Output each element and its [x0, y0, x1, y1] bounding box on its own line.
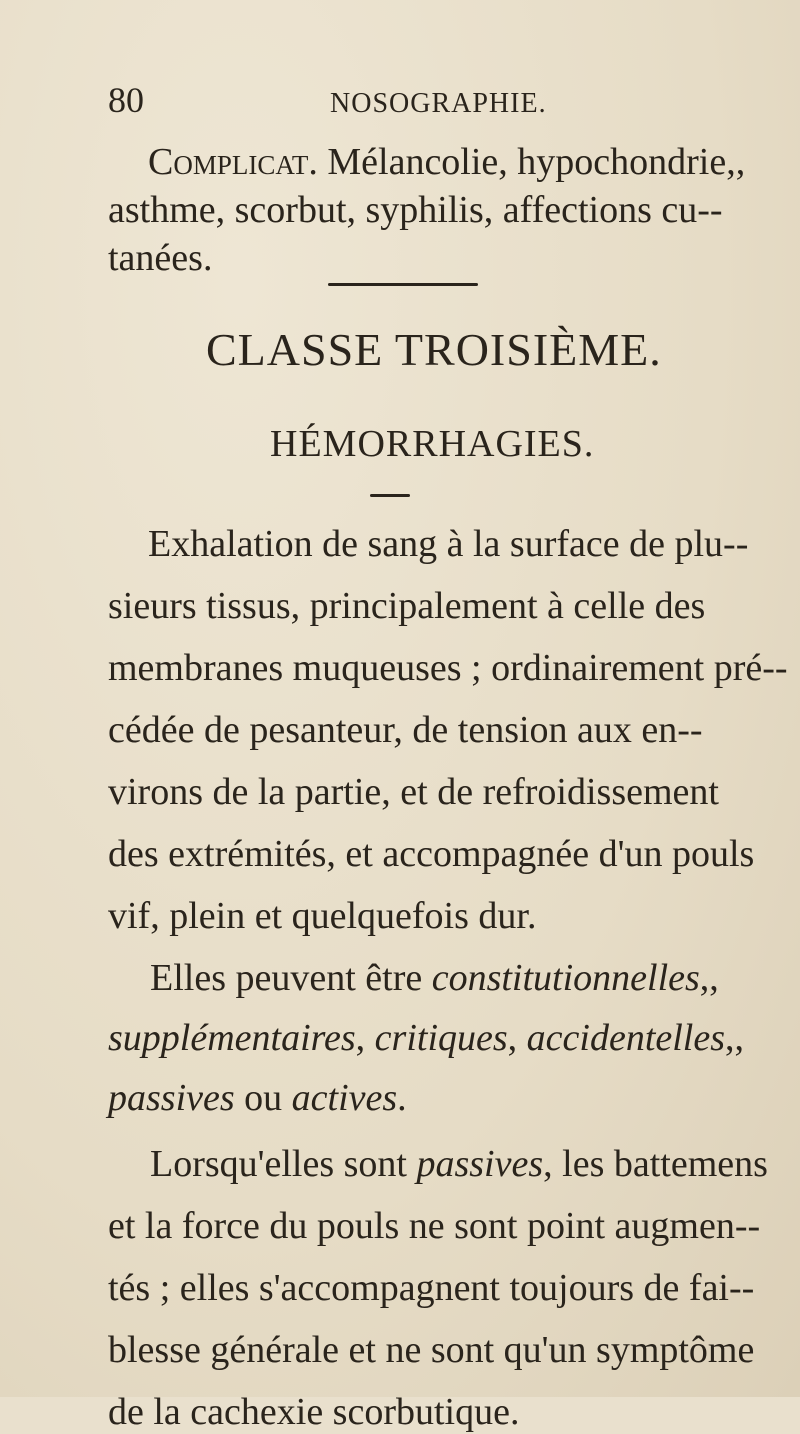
- kinds-punct: ,: [355, 1017, 375, 1059]
- kinds-line-1: [150, 956, 719, 1000]
- kinds-text: ou: [234, 1077, 292, 1119]
- page-number: 80: [108, 80, 144, 120]
- kinds-punct: ,: [507, 1017, 527, 1059]
- definition-line-3: membranes muqueuses ; ordinairement pré--: [108, 647, 788, 689]
- kinds-text: Elles peuvent être: [150, 957, 432, 999]
- complications-line-1: [148, 140, 745, 184]
- passive-line-2: et la force du pouls ne sont point augmen--: [108, 1205, 761, 1247]
- running-head: NOSOGRAPHIE.: [330, 88, 547, 119]
- passive-term-passives: passives: [416, 1143, 544, 1185]
- complications-label: Complicat.: [148, 141, 318, 183]
- complications-line-1-rest: Mélancolie, hypochondrie,,: [317, 141, 746, 183]
- kinds-term-accidentelles: accidentelles: [526, 1017, 726, 1059]
- kinds-term-constitutionnelles: constitutionnelles: [431, 957, 700, 999]
- kinds-line-3: [108, 1076, 407, 1120]
- separator-rule-1: [328, 283, 478, 286]
- kinds-punct: ,,: [725, 1017, 745, 1059]
- kinds-line-2: [108, 1016, 744, 1060]
- kinds-punct: ,,: [699, 957, 719, 999]
- separator-rule-2: [370, 494, 410, 497]
- class-title: CLASSE TROISIÈME.: [206, 324, 662, 375]
- definition-line-1: Exhalation de sang à la surface de plu--: [148, 523, 749, 565]
- passive-text: , les battemens: [543, 1143, 768, 1185]
- passive-line-1: [150, 1142, 768, 1186]
- definition-line-5: virons de la partie, et de refroidissement: [108, 771, 719, 813]
- definition-line-6: des extrémités, et accompagnée d'un pouls: [108, 833, 755, 875]
- kinds-term-passives: passives: [108, 1077, 235, 1119]
- page-header: [108, 78, 708, 128]
- section-title: HÉMORRHAGIES.: [270, 423, 595, 465]
- complications-line-3: tanées.: [108, 237, 213, 279]
- definition-line-4: cédée de pesanteur, de tension aux en--: [108, 709, 703, 751]
- passive-line-4: blesse générale et ne sont qu'un symptôme: [108, 1329, 755, 1371]
- definition-line-7: vif, plein et quelquefois dur.: [108, 895, 537, 937]
- definition-line-2: sieurs tissus, principalement à celle des: [108, 585, 706, 627]
- kinds-term-supplementaires: supplémentaires: [108, 1017, 356, 1059]
- kinds-term-actives: actives: [291, 1077, 398, 1119]
- passive-line-3: tés ; elles s'accompagnent toujours de fai--: [108, 1267, 755, 1309]
- complications-line-2: asthme, scorbut, syphilis, affections cu--: [108, 189, 723, 231]
- passive-text: Lorsqu'elles sont: [150, 1143, 417, 1185]
- kinds-punct: .: [397, 1077, 407, 1119]
- kinds-term-critiques: critiques: [374, 1017, 508, 1059]
- passive-line-5: de la cachexie scorbutique.: [108, 1391, 520, 1433]
